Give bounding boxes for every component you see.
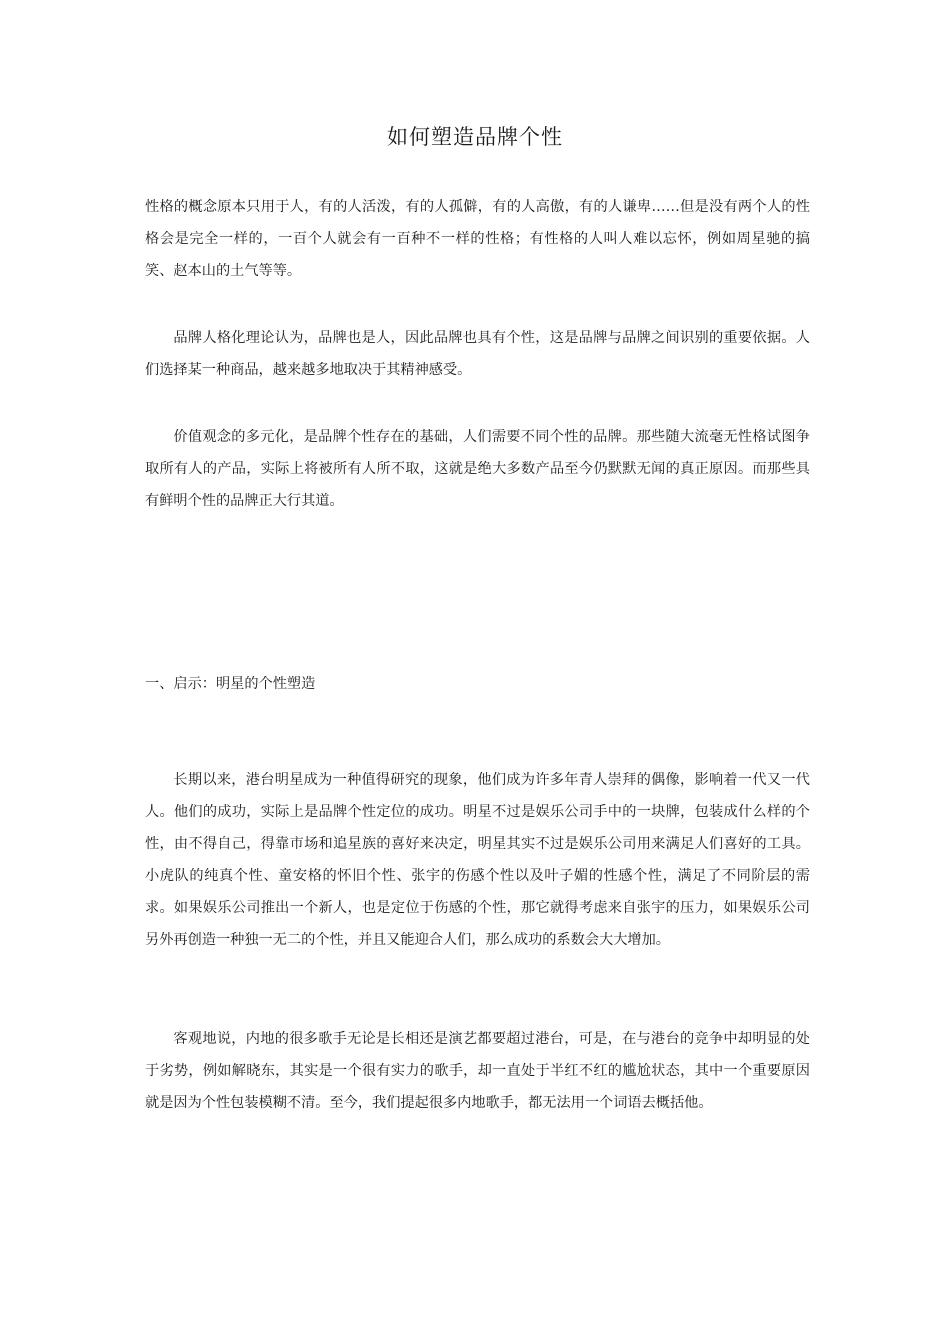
document-title: 如何塑造品牌个性 xyxy=(387,125,563,149)
paragraph-value-diversity: 价值观念的多元化，是品牌个性存在的基础，人们需要不同个性的品牌。那些随大流毫无性格试图争取所有人的产品，实际上将被所有人所不取，这就是绝大多数产品至今仍默默无闻的真正原因。而那些具有鲜明个性的品牌正大行其道。 xyxy=(145,429,810,509)
paragraph-intro: 性格的概念原本只用于人，有的人活泼，有的人孤僻，有的人高傲，有的人谦卑……但是没有两个人的性格会是完全一样的，一百个人就会有一百种不一样的性格；有性格的人叫人难以忘怀，例如周星驰的搞笑、赵本山的土气等等。 xyxy=(145,199,810,279)
paragraph-hk-tw-stars: 长期以来，港台明星成为一种值得研究的现象，他们成为许多年青人崇拜的偶像，影响着一代又一代人。他们的成功，实际上是品牌个性定位的成功。明星不过是娱乐公司手中的一块牌，包装成什么样的个性，由不得自己，得靠市场和追星族的喜好来决定，明星其实不过是娱乐公司用来满足人们喜好的工具。小虎队的纯真个性、童安格的怀旧个性、张宇的伤感个性以及叶子媚的性感个性，满足了不同阶层的需求。如果娱乐公司推出一个新人，也是定位于伤感的个性，那它就得考虑来自张宇的压力，如果娱乐公司另外再创造一种独一无二的个性，并且又能迎合人们，那么成功的系数会大大增加。 xyxy=(145,772,810,948)
paragraph-mainland-singers: 客观地说，内地的很多歌手无论是长相还是演艺都要超过港台，可是，在与港台的竞争中却明显的处于劣势，例如解晓东，其实是一个很有实力的歌手，却一直处于半红不红的尴尬状态，其中一个重要原因就是因为个性包装模糊不清。至今，我们提起很多内地歌手，都无法用一个词语去概括他。 xyxy=(145,1031,810,1111)
paragraph-personification-theory: 品牌人格化理论认为，品牌也是人，因此品牌也具有个性，这是品牌与品牌之间识别的重要依据。人们选择某一种商品，越来越多地取决于其精神感受。 xyxy=(145,330,810,378)
section-heading: 一、启示：明星的个性塑造 xyxy=(145,676,316,692)
